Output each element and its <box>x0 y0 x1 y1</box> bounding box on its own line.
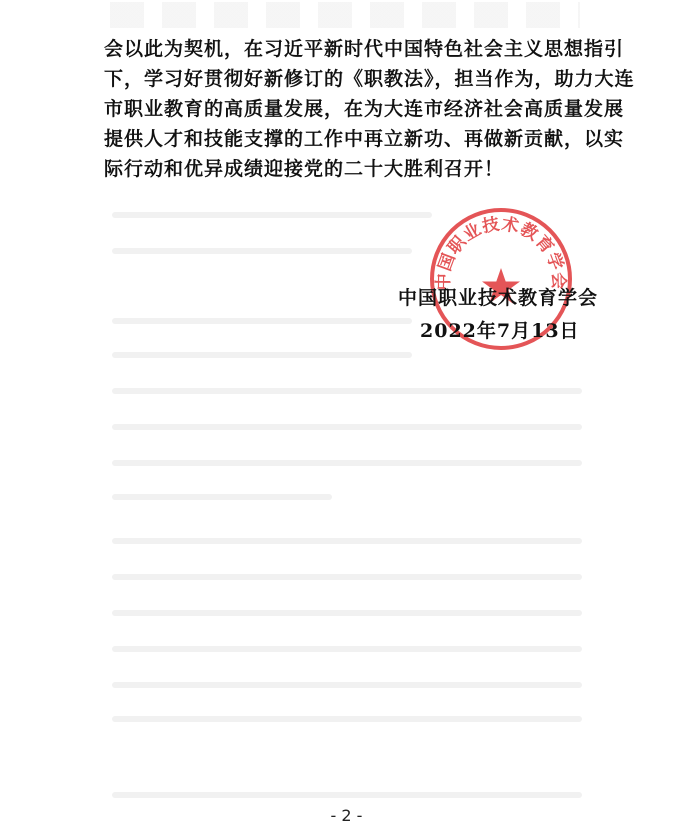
body-line: 下，学习好贯彻好新修订的《职教法》，担当作为，助力大连 <box>104 68 635 90</box>
seal-text: 中国职业技术教育学会 <box>433 214 569 291</box>
body-line: 际行动和优异成绩迎接党的二十大胜利召开！ <box>104 158 505 180</box>
body-paragraph <box>104 34 635 184</box>
signature-date: 2022年7月13日 <box>420 320 580 342</box>
show-through-header <box>110 2 580 28</box>
body-line: 提供人才和技能支撑的工作中再立新功、再做新贡献，以实 <box>104 128 625 150</box>
body-line: 市职业教育的高质量发展，在为大连市经济社会高质量发展 <box>104 98 625 120</box>
signature-organization: 中国职业技术教育学会 <box>398 287 599 309</box>
body-line: 会以此为契机，在习近平新时代中国特色社会主义思想指引 <box>104 38 625 60</box>
page-number: - 2 - <box>330 806 363 825</box>
